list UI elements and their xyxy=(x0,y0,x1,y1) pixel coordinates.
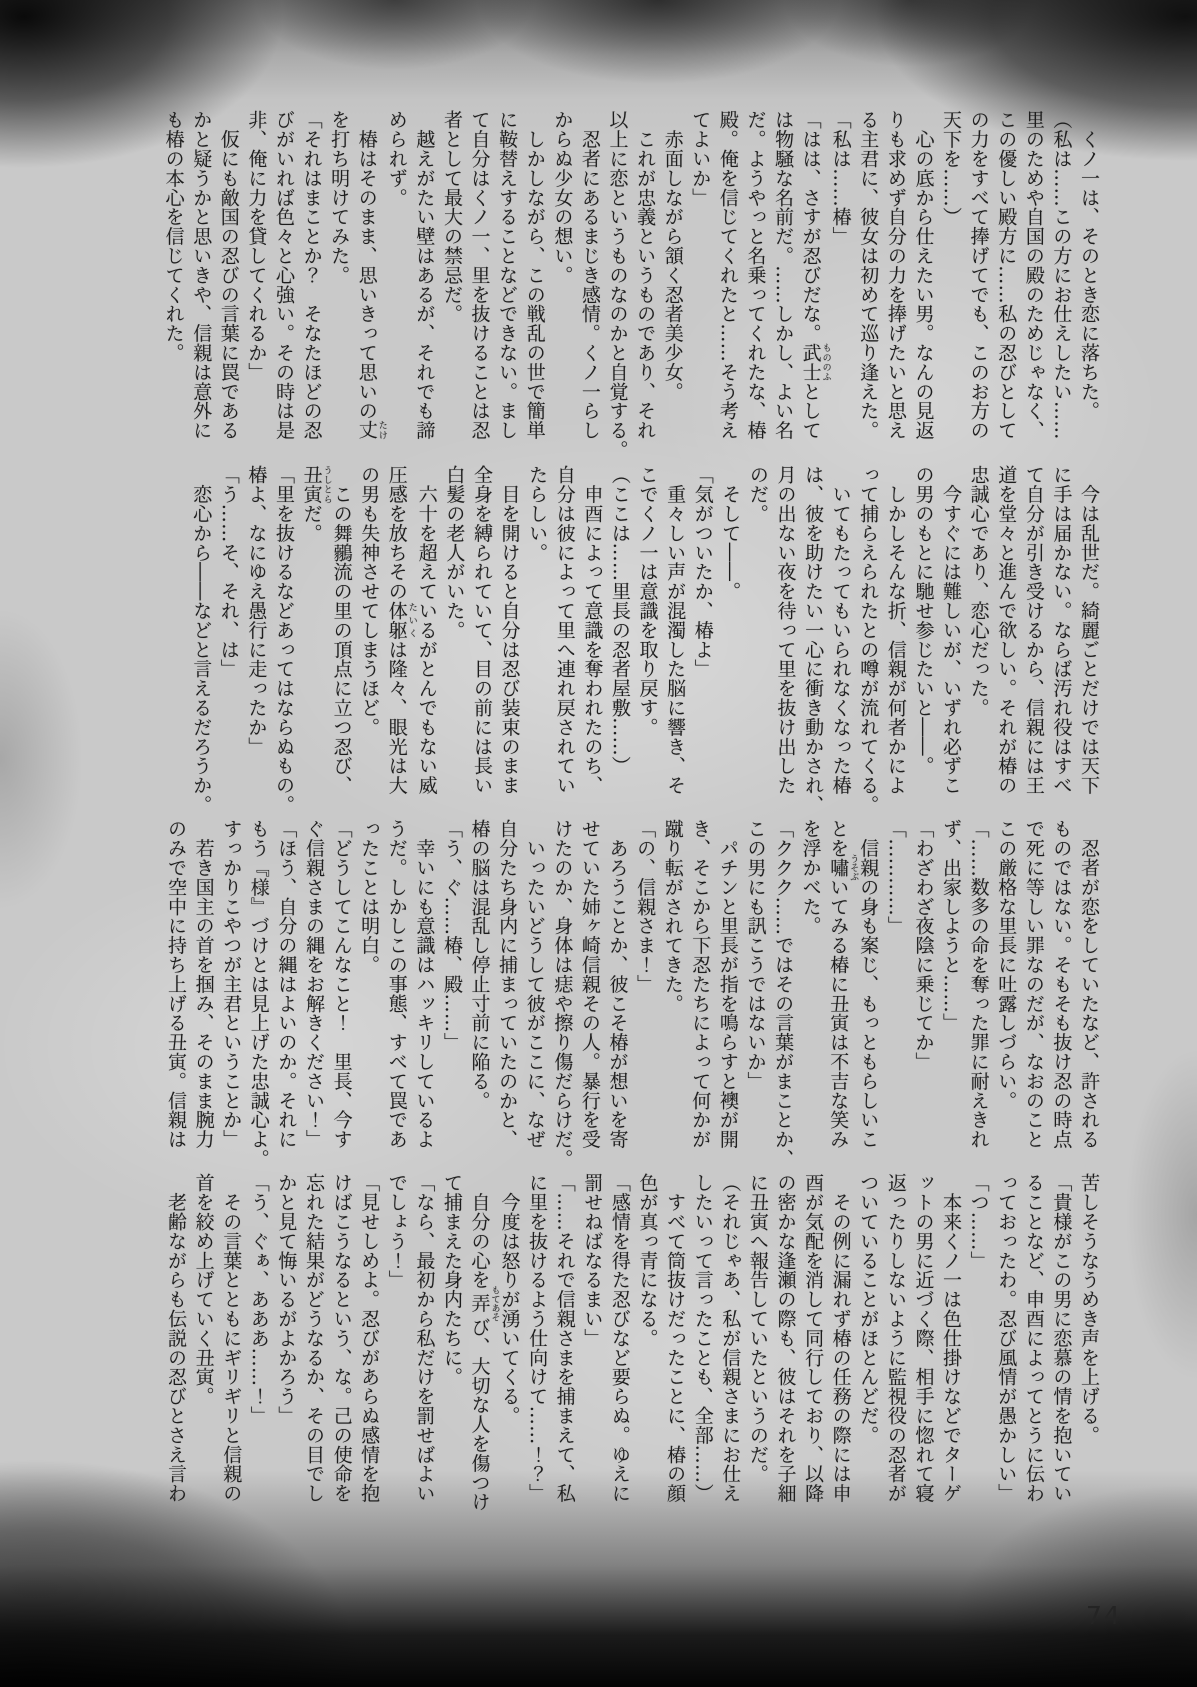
text-row-1: くノ一は、そのとき恋に落ちた。 （私は……この方にお仕えしたい…… 里のためや自国の殿のためじゃなく、 この優しい殿方に……私の忍びとして の力をすべて捧げてでも、このお方の 天下を……） 心の底から仕えたい男。なんの見返 りも求めず自分の力を捧げたいと思え る主君に、彼女は初めて巡り逢えた。 「私は……椿」 「はは、さすが忍びだな。武士 もののふとして は物騒な名前だ。……しかし、よい名 だ。ようやっと名乗ってくれたな、椿 殿。俺を信じてくれたと……そう考え てよいか」 赤面しながら頷く忍者美少女。 これが忠義というものであり、それ 以上に恋というものなのかと自覚する。 忍者にあるまじき感情。くノ一らし からぬ少女の想い。 しかしながら、この戦乱の世で簡単 に鞍替えすることなどできない。まし て自分はくノ一、里を抜けることは忍 者として最大の禁忌だ。 越えがたい壁はあるが、それでも諦 められず。 椿はそのまま、思いきって思いの丈 たけ を打ち明けてみた。 「それはまことか？ そなたほどの忍 びがいれば色々と心強い。その時は是 非、俺に力を貸してくれるか」 仮にも敵国の忍びの言葉に罠である かと疑うかと思いきや、信親は意外に も椿の本心を信じてくれた。 xyxy=(162,110,1100,460)
text-row-2: 今は乱世だ。綺麗ごとだけでは天下 に手は届かない。ならば汚れ役はすべ て自分が引き受けるから、信親には王 道を堂々と進んで欲しい。それが椿の 忠誠心であり、恋心だった。 今すぐには難しいが、いずれ必ずこ の男のもとに馳せ参じたいと――。 しかしそんな折、信親が何者かによ って捕らえられたとの噂が流れてくる。 いてもたってもいられなくなった椿 は、彼を助けたい一心に衝き動かされ、 月の出ない夜を待って里を抜け出した のだ。 そして――。 「気がついたか、椿よ」 重々しい声が混濁した脳に響き、そ こでくノ一は意識を取り戻す。 （ここは……里長の忍者屋敷……） 申酉によって意識を奪われたのち、 自分は彼によって里へ連れ戻されてい たらしい。 目を開けると自分は忍び装束のまま 全身を縛られていて、目の前には長い 白髪の老人がいた。 六十を超えているがとんでもない威 圧感を放ちその体躯 たいくは隆々、眼光は大 の男も失神させてしまうほど。 この舞鶸流の里の頂点に立つ忍び、 丑寅 うしとらだ。 「里を抜けるなどあってはならぬもの。 椿よ、なにゆえ愚行に走ったか」 「う……そ、それ、は」 恋心から――などと言えるだろうか。 xyxy=(190,465,1100,815)
page-number: 74 xyxy=(1086,1601,1122,1630)
text-row-3: 忍者が恋をしていたなど、許される ものではない。そもそも抜け忍の時点 で死に等しい罪なのだが、なおのこと この厳格な里長に吐露しづらい。 「……数多の命を奪った罪に耐えきれ ず、出家しようと……」 「わざわざ夜陰に乗じてか」 「…………」 信親の身も案じ、もっともらしいこ とを嘯 うそぶいてみる椿に丑寅は不吉な笑み を浮かべた。 「ククク……ではその言葉がまことか、 この男にも訊こうではないか」 パチンと里長が指を鳴らすと襖が開 き、そこから下忍たちによって何かが 蹴り転がされてきた。 「の、信親さま！」 あろうことか、彼こそ椿が想いを寄 せていた姉ヶ崎信親その人。暴行を受 けたのか、身体は痣や擦り傷だらけだ。 いったいどうして彼がここに、なぜ 自分たち身内に捕まっていたのかと、 椿の脳は混乱し停止寸前に陥る。 「う、ぐ……椿、殿……」 幸いにも意識はハッキリしているよ うだ。しかしこの事態、すべて罠であ ったことは明白。 「どうしてこんなこと！ 里長、今す ぐ信親さまの縄をお解きください！」 「ほう、自分の縄はよいのか。それに もう『様』づけとは見上げた忠誠心よ。 すっかりこやつが主君ということか」 若き国主の首を掴み、そのまま腕力 のみで空中に持ち上げる丑寅。信親は xyxy=(165,819,1100,1169)
text-row-4: 苦しそうなうめき声を上げる。 「貴様がこの男に恋慕の情を抱いてい ることなど、申酉によってとうに伝わ っておったわ。忍び風情が愚かしい」 「つ……」 本来くノ一は色仕掛けなどでターゲ ットの男に近づく際、相手に惚れて寝 返ったりしないように監視役の忍者が ついていることがほとんどだ。 その例に漏れず椿の任務の際には申 酉が気配を消して同行しており、以降 の密かな逢瀬の際も、彼はそれを子細 に丑寅へ報告していたというのだ。 （それじゃあ、私が信親さまにお仕え したいって言ったことも、全部……） すべて筒抜けだったことに、椿の顔 色が真っ青になる。 「感情を得た忍びなど要らぬ。ゆえに 罰せねばなるまい」 「……それで信親さまを捕まえて、私 に里を抜けるよう仕向けて……！？」 今度は怒りが湧いてくる。 自分の心を弄 もてあそび、大切な人を傷つけ て捕まえた身内たちに。 「なら、最初から私だけを罰せばよい でしょう！」 「見せしめよ。忍びがあらぬ感情を抱 けばこうなるという、な。己の使命を 忘れた結果がどうなるか、その目でし かと見て悔いるがよかろう」 「う、ぐぁ、あああ……！」 その言葉とともにギリギリと信親の 首を絞め上げていく丑寅。 老齢ながらも伝説の忍びとさえ言わ xyxy=(165,1173,1100,1512)
